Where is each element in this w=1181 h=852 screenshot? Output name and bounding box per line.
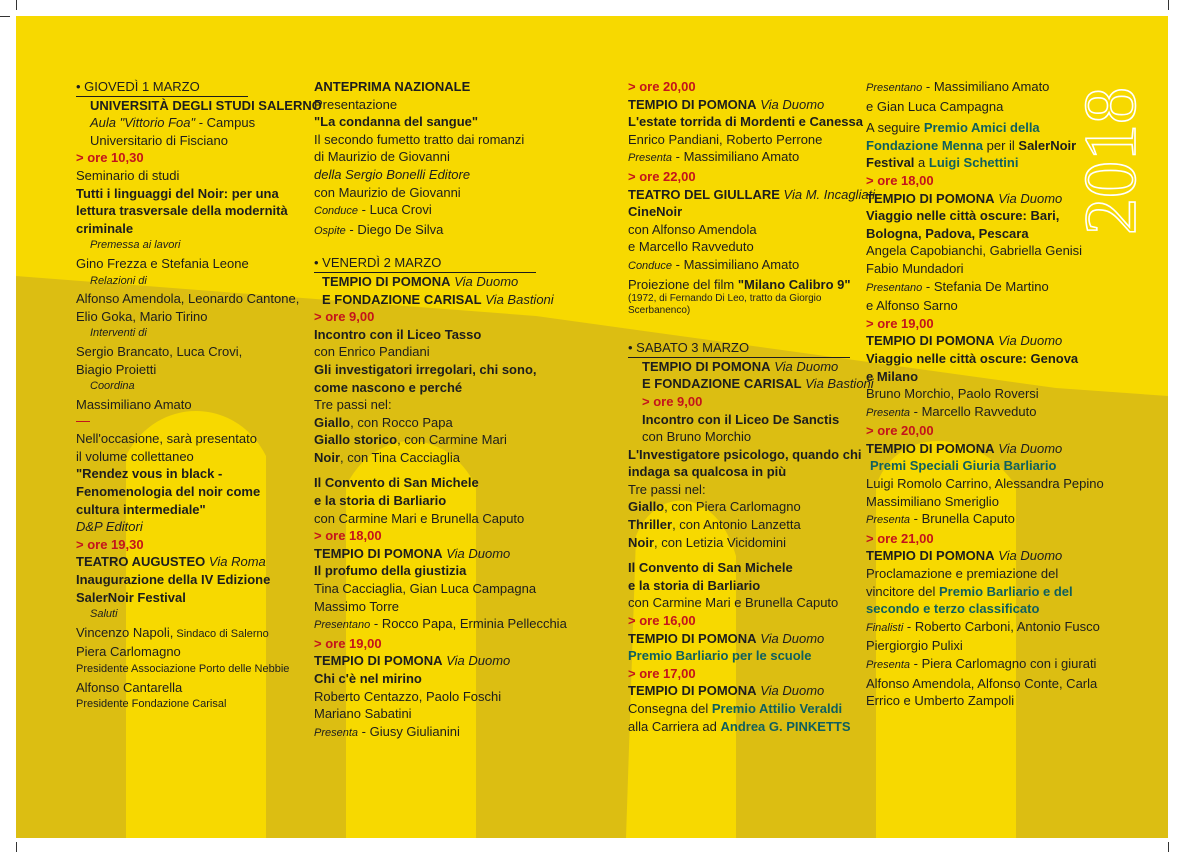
book-title: "Rendez vous in black - — [76, 466, 223, 482]
event-title: Chi c'è nel mirino — [314, 671, 422, 686]
event-title: indaga sa qualcosa in più — [628, 464, 787, 480]
names: e Marcello Ravveduto — [628, 239, 754, 255]
event-type: Presentazione — [314, 96, 398, 112]
names: con Bruno Morchio — [642, 429, 752, 445]
role-label: Interventi di — [90, 327, 147, 340]
names: Vincenzo Napoli, Sindaco di Salerno — [76, 624, 269, 640]
names: Conduce - Massimiliano Amato — [628, 256, 800, 272]
event-time: > ore 16,00 — [628, 613, 696, 629]
event-title: CineNoir — [628, 204, 683, 220]
event-desc: Il secondo fumetto tratto dai romanzi — [314, 131, 525, 147]
venue: TEATRO DEL GIULLARE Via M. Incagliati — [628, 186, 876, 202]
names: e Gian Luca Campagna — [866, 98, 1004, 114]
event-title: e la storia di Barliario — [314, 493, 447, 509]
venue-detail: Aula "Vittorio Foa" - Campus — [90, 115, 256, 131]
film-note: Scerbanenco) — [628, 305, 691, 317]
names: Sergio Brancato, Luca Crovi, — [76, 343, 243, 359]
venue: TEMPIO DI POMONA Via Duomo — [314, 545, 511, 561]
film-note: (1972, di Fernando Di Leo, tratto da Giorgio — [628, 293, 822, 305]
crop-mark — [16, 0, 17, 10]
event-type: Seminario di studi — [76, 167, 180, 183]
column-thursday — [76, 78, 322, 714]
names: Tina Cacciaglia, Gian Luca Campagna — [314, 581, 537, 597]
names: Noir, con Tina Cacciaglia — [314, 449, 460, 465]
names: Angela Capobianchi, Gabriella Genisi — [866, 243, 1083, 259]
event-time: > ore 20,00 — [866, 423, 934, 439]
event-title: e la storia di Barliario — [628, 577, 761, 593]
names: Presenta - Marcello Ravveduto — [866, 403, 1037, 419]
event-desc: Proclamazione e premiazione del — [866, 566, 1059, 582]
names: Giallo storico, con Carmine Mari — [314, 432, 507, 448]
prize-name: Premio Barliario per le scuole — [628, 648, 812, 664]
names: Massimo Torre — [314, 598, 400, 614]
crop-mark — [0, 16, 10, 17]
role: Presidente Fondazione Carisal — [76, 698, 227, 711]
names: Enrico Pandiani, Roberto Perrone — [628, 131, 823, 147]
venue: TEMPIO DI POMONA Via Duomo — [866, 440, 1063, 456]
event-desc: Tre passi nel: — [628, 481, 706, 497]
names: Biagio Proietti — [76, 361, 157, 377]
venue: TEMPIO DI POMONA Via Duomo — [628, 96, 825, 112]
venue: TEMPIO DI POMONA Via Duomo — [866, 190, 1063, 206]
event-time: > ore 9,00 — [642, 393, 703, 409]
names: Finalisti - Roberto Carboni, Antonio Fusco — [866, 618, 1100, 634]
names: Thriller, con Antonio Lanzetta — [628, 517, 801, 533]
venue: TEMPIO DI POMONA Via Duomo — [322, 273, 519, 289]
brochure-page — [16, 16, 1168, 838]
event-title: Il Convento di San Michele — [314, 475, 479, 491]
divider — [76, 421, 90, 422]
column-saturday — [628, 78, 875, 735]
names: Luigi Romolo Carrino, Alessandra Pepino — [866, 476, 1104, 492]
event-title: Incontro con il Liceo Tasso — [314, 326, 482, 342]
names: Presentano - Rocco Papa, Erminia Pellecchia — [314, 616, 567, 632]
names: Ospite - Diego De Silva — [314, 221, 444, 237]
venue: TEMPIO DI POMONA Via Duomo — [642, 358, 839, 374]
event-time: > ore 20,00 — [628, 79, 696, 94]
venue: E FONDAZIONE CARISAL Via Bastioni — [322, 291, 554, 307]
role-label: Relazioni di — [90, 274, 147, 287]
event-desc: Fondazione Menna per il SalerNoir — [866, 137, 1077, 153]
names: Alfonso Cantarella — [76, 679, 183, 695]
event-title: SalerNoir Festival — [76, 589, 186, 605]
event-title: Bologna, Padova, Pescara — [866, 225, 1029, 241]
event-title: Il profumo della giustizia — [314, 563, 467, 579]
event-time: > ore 9,00 — [314, 309, 375, 325]
event-time: > ore 10,30 — [76, 150, 144, 166]
event-title: Il Convento di San Michele — [628, 560, 793, 576]
names: Presenta - Brunella Caputo — [866, 511, 1015, 527]
names: Massimiliano Amato — [76, 396, 192, 412]
event-time: > ore 19,30 — [76, 536, 144, 552]
publisher: D&P Editori — [76, 519, 143, 535]
event-title: Tutti i linguaggi del Noir: per una — [76, 185, 279, 201]
names: Alfonso Amendola, Alfonso Conte, Carla — [866, 675, 1098, 691]
column-friday — [314, 78, 567, 742]
names: Elio Goka, Mario Tirino — [76, 308, 208, 324]
venue: TEMPIO DI POMONA Via Duomo — [866, 548, 1063, 564]
event-title: Inaugurazione della IV Edizione — [76, 572, 271, 588]
names: Gino Frezza e Stefania Leone — [76, 255, 249, 271]
names: Conduce - Luca Crovi — [314, 202, 432, 218]
section-heading: ANTEPRIMA NAZIONALE — [314, 79, 471, 94]
venue: TEATRO AUGUSTEO Via Roma — [76, 554, 266, 570]
names: con Carmine Mari e Brunella Caputo — [628, 595, 839, 611]
event-desc: Festival a Luigi Schettini — [866, 155, 1019, 171]
year-text: 2018 — [1069, 87, 1152, 235]
day-heading: • SABATO 3 MARZO — [628, 339, 850, 358]
film: Proiezione del film "Milano Calibro 9" — [628, 276, 851, 292]
names: Bruno Morchio, Paolo Roversi — [866, 386, 1039, 402]
venue: TEMPIO DI POMONA Via Duomo — [628, 630, 825, 646]
day-heading: • VENERDÌ 2 MARZO — [314, 254, 536, 273]
event-desc: della Sergio Bonelli Editore — [314, 166, 471, 182]
book-title: cultura intermediale" — [76, 501, 206, 517]
names: Errico e Umberto Zampoli — [866, 693, 1015, 709]
venue-detail: Universitario di Fisciano — [90, 132, 228, 148]
note: il volume collettaneo — [76, 448, 194, 464]
names: e Alfonso Sarno — [866, 298, 958, 314]
prize-name: secondo e terzo classificato — [866, 601, 1040, 617]
names: Presentano - Massimiliano Amato — [866, 79, 1050, 94]
event-desc: vincitore del Premio Barliario e del — [866, 583, 1073, 599]
venue: UNIVERSITÀ DEGLI STUDI SALERNO — [90, 97, 322, 113]
book-title: Fenomenologia del noir come — [76, 484, 261, 500]
event-title: criminale — [76, 220, 134, 236]
event-time: > ore 19,00 — [866, 315, 934, 331]
names: con Enrico Pandiani — [314, 344, 430, 360]
venue: TEMPIO DI POMONA Via Duomo — [628, 683, 825, 699]
event-title: "La condanna del sangue" — [314, 114, 479, 130]
names: Fabio Mundadori — [866, 260, 964, 276]
role: Presidente Associazione Porto delle Nebbie — [76, 663, 290, 675]
names: Piera Carlomagno — [76, 644, 181, 660]
event-title: L'estate torrida di Mordenti e Canessa — [628, 114, 863, 130]
event-time: > ore 19,00 — [314, 635, 382, 651]
event-time: > ore 18,00 — [314, 528, 382, 544]
event-desc: con Maurizio de Giovanni — [314, 184, 461, 200]
names: Presenta - Giusy Giulianini — [314, 723, 460, 739]
crop-mark — [16, 842, 17, 852]
names: Presentano - Stefania De Martino — [866, 278, 1049, 294]
prize-name: Premi Speciali Giuria Barliario — [870, 458, 1057, 474]
venue: TEMPIO DI POMONA Via Duomo — [866, 333, 1063, 349]
event-title: come nascono e perché — [314, 379, 463, 395]
event-time: > ore 18,00 — [866, 172, 934, 188]
event-title: L'Investigatore psicologo, quando chi — [628, 446, 862, 462]
day-heading: • GIOVEDÌ 1 MARZO — [76, 78, 248, 97]
event-time: > ore 21,00 — [866, 530, 934, 546]
names: Noir, con Letizia Vicidomini — [628, 534, 786, 550]
names: Piergiorgio Pulixi — [866, 638, 963, 654]
names: con Carmine Mari e Brunella Caputo — [314, 510, 525, 526]
crop-mark — [1168, 842, 1169, 852]
names: Massimiliano Smeriglio — [866, 493, 999, 509]
venue: TEMPIO DI POMONA Via Duomo — [314, 653, 511, 669]
event-desc: Consegna del Premio Attilio Veraldi — [628, 701, 843, 716]
names: Giallo, con Rocco Papa — [314, 414, 453, 430]
event-title: e Milano — [866, 368, 919, 384]
column-saturday-evening — [866, 78, 1104, 710]
event-desc: Tre passi nel: — [314, 397, 392, 413]
event-desc: alla Carriera ad Andrea G. PINKETTS — [628, 718, 851, 734]
event-desc: di Maurizio de Giovanni — [314, 149, 450, 165]
names: Presenta - Massimiliano Amato — [628, 149, 800, 165]
event-title: Incontro con il Liceo De Sanctis — [642, 411, 840, 427]
event-title: Gli investigatori irregolari, chi sono, — [314, 361, 537, 377]
event-title: Viaggio nelle città oscure: Genova — [866, 350, 1079, 366]
event-title: Viaggio nelle città oscure: Bari, — [866, 208, 1060, 224]
note: Nell'occasione, sarà presentato — [76, 431, 257, 447]
role-label: Premessa ai lavori — [90, 239, 181, 252]
venue: E FONDAZIONE CARISAL Via Bastioni — [642, 376, 874, 392]
crop-mark — [1168, 0, 1169, 10]
names: Mariano Sabatini — [314, 706, 412, 722]
event-title: lettura trasversale della modernità — [76, 203, 288, 219]
role-label: Saluti — [90, 608, 118, 621]
names: Alfonso Amendola, Leonardo Cantone, — [76, 291, 300, 307]
names: Roberto Centazzo, Paolo Foschi — [314, 688, 502, 704]
names: con Alfonso Amendola — [628, 221, 757, 237]
role-label: Coordina — [90, 380, 135, 393]
names: Giallo, con Piera Carlomagno — [628, 499, 801, 515]
event-desc: A seguire Premio Amici della — [866, 120, 1040, 136]
event-time: > ore 22,00 — [628, 168, 696, 184]
names: Presenta - Piera Carlomagno con i giurati — [866, 656, 1097, 671]
event-time: > ore 17,00 — [628, 665, 696, 681]
